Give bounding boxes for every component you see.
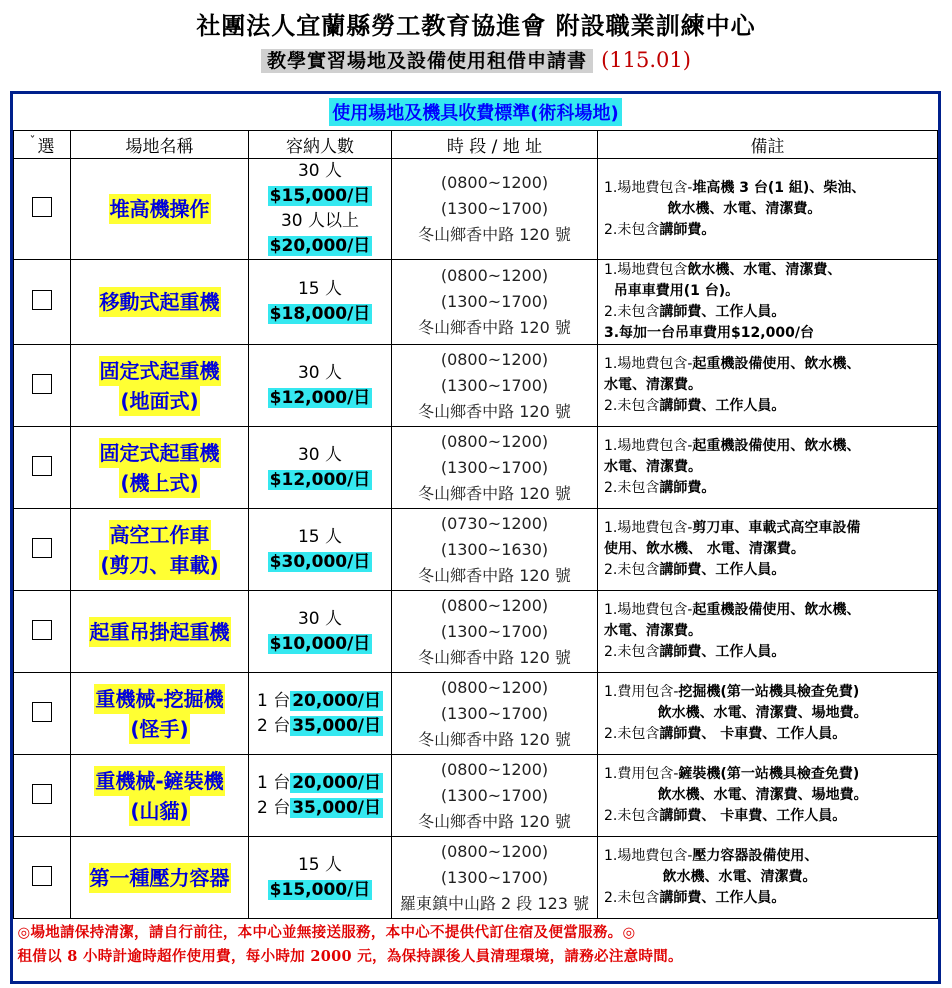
period-address-cell [392,591,598,673]
time-slot: (1300~1700) [440,621,549,641]
price-value: 20,000/日 [292,772,382,793]
price-value: $12,000/日 [269,469,371,490]
table-row [14,345,938,427]
time-slot: (0800~1200) [440,595,549,615]
note-text: 2.未包含 [604,221,660,238]
header-capacity: 容納人數 [249,131,392,159]
note-text: 挖掘機(第一站機具檢查免費) [678,684,860,700]
note-text: 飲水機、水電、清潔費。 [604,869,817,885]
time-slot: (1300~1700) [440,292,549,311]
time-slot: (0800~1200) [440,759,549,779]
note-text: 1.費用包含- [604,766,679,782]
note-line [604,703,937,724]
note-line [604,764,937,785]
capacity-cell [249,591,392,673]
note-text: 2.未包含 [604,398,660,414]
note-line [604,199,937,220]
header-select: $^ˇ$ 選 [14,131,71,159]
note-text: 吊車車費用(1 台)。 [604,283,740,299]
period-address-cell [392,427,598,509]
note-text: 講師費、工作人員。 [659,890,786,906]
note-line [604,846,937,867]
select-checkbox[interactable] [32,702,52,722]
note-text: 起重機設備使用、飲水機、 [692,602,861,618]
note-text: 飲水機、水電、清潔費。 [604,200,822,217]
capacity-text: 30 人以上 [280,211,360,231]
venue-cell [71,427,249,509]
note-text: 2.未包含 [604,890,660,906]
venue-cell [71,159,249,260]
select-checkbox[interactable] [32,290,52,310]
notes-cell [598,345,938,427]
note-text: 2.未包含 [604,726,660,742]
note-text: 1.場地費包含- [604,848,693,864]
note-text: 1.場地費包含 [604,262,688,278]
note-line [604,260,937,281]
note-line [604,396,937,417]
select-checkbox[interactable] [32,197,52,217]
note-text: 剪刀車、車載式高空車設備 [692,520,861,536]
notes-cell [598,837,938,919]
header-venue: 場地名稱 [71,131,249,159]
table-row [14,755,938,837]
table-title-row [14,94,938,131]
capacity-text: 15 人 [297,854,343,875]
price-value: $10,000/日 [269,633,371,654]
period-address-cell [392,260,598,345]
note-text: 講師費。 [659,221,716,238]
notes-cell [598,755,938,837]
period-address-cell [392,755,598,837]
note-text: 講師費、工作人員。 [659,398,786,414]
note-text: 1.場地費包含- [604,356,693,372]
table-row [14,837,938,919]
note-text: 1.場地費包含- [604,438,693,454]
address: 冬山鄉香中路 120 號 [418,401,571,421]
capacity-cell [249,159,392,260]
capacity-text: 1 台 [256,772,291,793]
price-value: $20,000/日 [269,236,371,256]
capacity-cell [249,427,392,509]
note-text: 講師費、工作人員。 [659,562,786,578]
footer-row [14,919,938,970]
capacity-text: 30 人 [297,161,343,181]
venue-name: 固定式起重機 [99,438,221,468]
note-line [604,220,937,241]
notes-cell [598,509,938,591]
note-text: 3.每加一台吊車費用$12,000/台 [604,325,814,341]
table-row [14,509,938,591]
notes-cell [598,260,938,345]
note-line [604,478,937,499]
capacity-text: 30 人 [297,444,343,465]
price-value: 20,000/日 [292,690,382,711]
note-text: 講師費、工作人員。 [659,644,786,660]
note-line [604,785,937,806]
venue-name: 移動式起重機 [99,287,221,317]
time-slot: (0800~1200) [440,677,549,697]
venue-name: 起重吊掛起重機 [89,617,231,647]
form-code: (115.01) [601,48,691,72]
venue-name: 高空工作車 [109,520,211,550]
capacity-cell [249,509,392,591]
venue-name: 重機械-鏟裝機 [94,766,224,796]
select-checkbox[interactable] [32,538,52,558]
time-slot: (1300~1700) [440,199,549,218]
venue-name: 堆高機操作 [109,194,211,224]
notes-cell [598,159,938,260]
capacity-cell [249,345,392,427]
note-text: 2.未包含 [604,562,660,578]
note-text: 2.未包含 [604,808,660,824]
time-slot: (1300~1700) [440,375,549,395]
note-line [604,888,937,909]
venue-cell [71,260,249,345]
organization-title: 社團法人宜蘭縣勞工教育協進會 附設職業訓練中心 [196,11,756,40]
table-row [14,673,938,755]
note-text: 講師費。 [659,480,716,496]
price-value: $18,000/日 [269,304,371,324]
fee-table-frame [10,91,941,984]
time-slot: (0800~1200) [440,349,549,369]
note-line [604,560,937,581]
form-title-line [0,46,952,73]
note-text: 講師費、 卡車費、工作人員。 [659,808,847,824]
venue-cell [71,755,249,837]
notes-cell [598,673,938,755]
select-checkbox[interactable] [32,784,52,804]
address: 冬山鄉香中路 120 號 [418,565,571,585]
address: 冬山鄉香中路 120 號 [418,729,571,749]
venue-name: (剪刀、車載) [99,550,219,580]
note-text: 飲水機、水電、清潔費、 [687,262,842,278]
note-text: 2.未包含 [604,644,660,660]
venue-name: (地面式) [119,386,199,416]
venue-cell [71,345,249,427]
note-line [604,375,937,396]
note-line [604,457,937,478]
address: 羅東鎮中山路 2 段 123 號 [399,893,590,913]
note-text: 1.場地費包含- [604,520,693,536]
note-line [604,867,937,888]
venue-name: 固定式起重機 [99,356,221,386]
select-checkbox[interactable] [32,866,52,886]
note-line [604,436,937,457]
capacity-text: 2 台 [256,715,291,736]
time-slot: (1300~1700) [440,457,549,477]
note-line [604,806,937,827]
note-text: 飲水機、水電、清潔費、場地費。 [604,787,868,803]
period-address-cell [392,345,598,427]
time-slot: (1300~1700) [440,703,549,723]
time-slot: (0800~1200) [440,173,549,192]
note-line [604,724,937,745]
note-text: 飲水機、水電、清潔費、場地費。 [604,705,868,721]
venue-cell [71,591,249,673]
note-text: 1.場地費包含- [604,602,693,618]
form-title: 教學實習場地及設備使用租借申請書 [261,49,593,73]
note-text: 2.未包含 [604,304,660,320]
venue-name: (怪手) [129,714,189,744]
time-slot: (1300~1700) [440,867,549,887]
period-address-cell [392,673,598,755]
note-line [604,323,937,344]
note-text: 起重機設備使用、飲水機、 [692,356,861,372]
note-line [604,642,937,663]
footer-note-2: 租借以 8 小時計逾時超作使用費，每小時加 2000 元，為保持課後人員清理環境，請務必注意時間。 [17,948,683,965]
address: 冬山鄉香中路 120 號 [418,811,571,831]
capacity-text: 30 人 [297,608,343,629]
note-text: 講師費、 卡車費、工作人員。 [659,726,847,742]
note-line [604,178,937,199]
price-value: 35,000/日 [292,715,382,736]
note-text: 水電、清潔費。 [604,377,702,393]
venue-name: 第一種壓力容器 [89,863,231,893]
capacity-text: 15 人 [297,279,343,299]
footer-note-1: ◎場地請保持清潔，請自行前往，本中心並無接送服務，本中心不提供代訂住宿及便當服務。◎ [17,924,636,941]
note-text: 使用、飲水機、 水電、清潔費。 [604,541,805,557]
period-address-cell [392,159,598,260]
note-text: 鏟裝機(第一站機具檢查免費) [678,766,860,782]
note-text: 堆高機 3 台(1 組)、柴油、 [692,179,866,196]
price-value: $12,000/日 [269,387,371,408]
notes-cell [598,427,938,509]
note-line [604,302,937,323]
time-slot: (1300~1700) [440,785,549,805]
capacity-cell [249,260,392,345]
capacity-cell [249,837,392,919]
table-row [14,427,938,509]
time-slot: (0730~1200) [440,513,549,533]
price-value: $30,000/日 [269,551,371,572]
note-line [604,281,937,302]
capacity-text: 1 台 [256,690,291,711]
venue-cell [71,673,249,755]
note-text: 1.場地費包含- [604,179,693,196]
header-period-address: 時 段 / 地 址 [392,131,598,159]
capacity-text: 15 人 [297,526,343,547]
note-line [604,621,937,642]
header-notes: 備註 [598,131,938,159]
table-row [14,260,938,345]
note-line [604,539,937,560]
select-checkbox[interactable] [32,374,52,394]
table-row [14,159,938,260]
venue-name: 重機械-挖掘機 [94,684,224,714]
venue-cell [71,509,249,591]
period-address-cell [392,837,598,919]
time-slot: (1300~1630) [440,539,549,559]
time-slot: (0800~1200) [440,841,549,861]
table-title: 使用場地及機具收費標準(術科場地) [329,98,621,126]
select-checkbox[interactable] [32,620,52,640]
note-text: 2.未包含 [604,480,660,496]
note-text: 水電、清潔費。 [604,623,702,639]
address: 冬山鄉香中路 120 號 [418,483,571,503]
fee-table [13,94,938,969]
time-slot: (0800~1200) [440,431,549,451]
note-text: 起重機設備使用、飲水機、 [692,438,861,454]
select-checkbox[interactable] [32,456,52,476]
capacity-cell [249,673,392,755]
venue-name: (機上式) [119,468,199,498]
note-text: 講師費、工作人員。 [659,304,786,320]
capacity-cell [249,755,392,837]
note-text: 水電、清潔費。 [604,459,702,475]
table-row [14,591,938,673]
notes-cell [598,591,938,673]
note-line [604,600,937,621]
period-address-cell [392,509,598,591]
note-line [604,518,937,539]
check-mark-icon: ˇ [29,134,36,149]
address: 冬山鄉香中路 120 號 [418,318,571,337]
price-value: $15,000/日 [269,186,371,206]
note-text: 壓力容器設備使用、 [692,848,819,864]
note-line [604,354,937,375]
note-line [604,682,937,703]
price-value: $15,000/日 [269,879,371,900]
table-header-row [14,131,938,159]
note-text: 1.費用包含- [604,684,679,700]
time-slot: (0800~1200) [440,266,549,285]
venue-name: (山貓) [129,796,189,826]
address: 冬山鄉香中路 120 號 [418,225,571,244]
address: 冬山鄉香中路 120 號 [418,647,571,667]
capacity-text: 2 台 [256,797,291,818]
venue-cell [71,837,249,919]
price-value: 35,000/日 [292,797,382,818]
capacity-text: 30 人 [297,362,343,383]
